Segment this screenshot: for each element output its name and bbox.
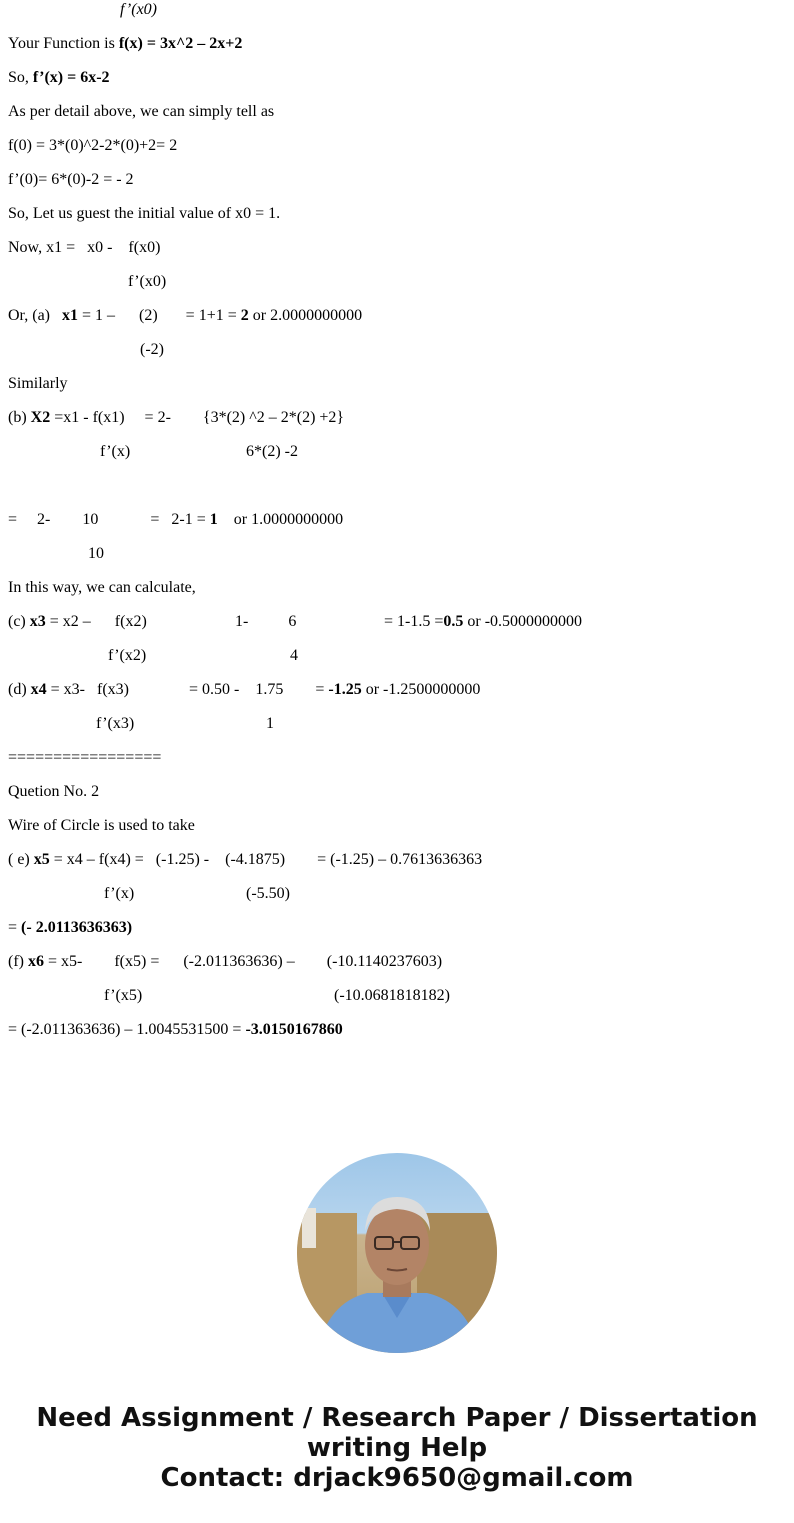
line: f’(x5) — [104, 987, 143, 1004]
line: (d) x4 = x3- f(x3) — [8, 681, 129, 698]
line: f’(x0) — [120, 1, 157, 18]
line: f(0) = 3*(0)^2-2*(0)+2= 2 — [8, 137, 178, 154]
line: (-5.50) — [246, 885, 290, 902]
line: (-10.0681818182) — [334, 987, 450, 1004]
line: 6*(2) -2 — [246, 443, 298, 460]
line: In this way, we can calculate, — [8, 579, 196, 596]
line: Similarly — [8, 375, 68, 392]
portrait-icon — [297, 1153, 497, 1353]
line: As per detail above, we can simply tell as — [8, 103, 275, 120]
line: = 0.50 - 1.75 = -1.25 or -1.2500000000 — [189, 681, 481, 698]
line: f’(x) — [104, 885, 135, 902]
line: = (-2.011363636) – 1.0045531500 = -3.0150167860 — [8, 1021, 343, 1038]
line: 4 — [290, 647, 298, 664]
line: 1- 6 — [235, 613, 297, 630]
line: (-2) — [140, 341, 164, 358]
line: So, Let us guest the initial value of x0 = 1. — [8, 205, 281, 222]
line: Quetion No. 2 — [8, 783, 100, 800]
line: f’(x2) — [108, 647, 147, 664]
line: Wire of Circle is used to take — [8, 817, 195, 834]
line: (b) X2 =x1 - f(x1) = 2- {3*(2) ^2 – 2*(2) +2} — [8, 409, 345, 426]
line: ( e) x5 = x4 – f(x4) = (-1.25) - (-4.1875) = (-1.25) – 0.7613636363 — [8, 851, 483, 868]
line: (f) x6 = x5- f(x5) = (-2.011363636) – (-10.1140237603) — [8, 953, 443, 970]
line: = (- 2.0113636363) — [8, 919, 133, 936]
line: Or, (a) x1 = 1 – (2) = 1+1 = 2 or 2.0000000000 — [8, 307, 363, 324]
line: 1 — [266, 715, 274, 732]
promo-line: writing Help — [306, 1433, 488, 1463]
line: (c) x3 = x2 – f(x2) — [8, 613, 147, 630]
line: f’(x0) — [128, 273, 167, 290]
line: 10 — [88, 545, 104, 562]
author-avatar — [297, 1153, 497, 1353]
line: = 2- 10 = 2-1 = 1 or 1.0000000000 — [8, 511, 344, 528]
promo-contact: Contact: drjack9650@gmail.com — [160, 1463, 634, 1493]
line: f’(x) — [100, 443, 131, 460]
line: Your Function is f(x) = 3x^2 – 2x+2 — [8, 35, 243, 52]
line: = 1-1.5 =0.5 or -0.5000000000 — [384, 613, 583, 630]
promo-banner — [0, 1403, 794, 1493]
line: So, f’(x) = 6x-2 — [8, 69, 110, 86]
line: f’(x3) — [96, 715, 135, 732]
line: ================= — [8, 749, 162, 766]
promo-line: Need Assignment / Research Paper / Dissertation — [36, 1403, 758, 1433]
line: Now, x1 = x0 - f(x0) — [8, 239, 161, 256]
line: f’(0)= 6*(0)-2 = - 2 — [8, 171, 134, 188]
